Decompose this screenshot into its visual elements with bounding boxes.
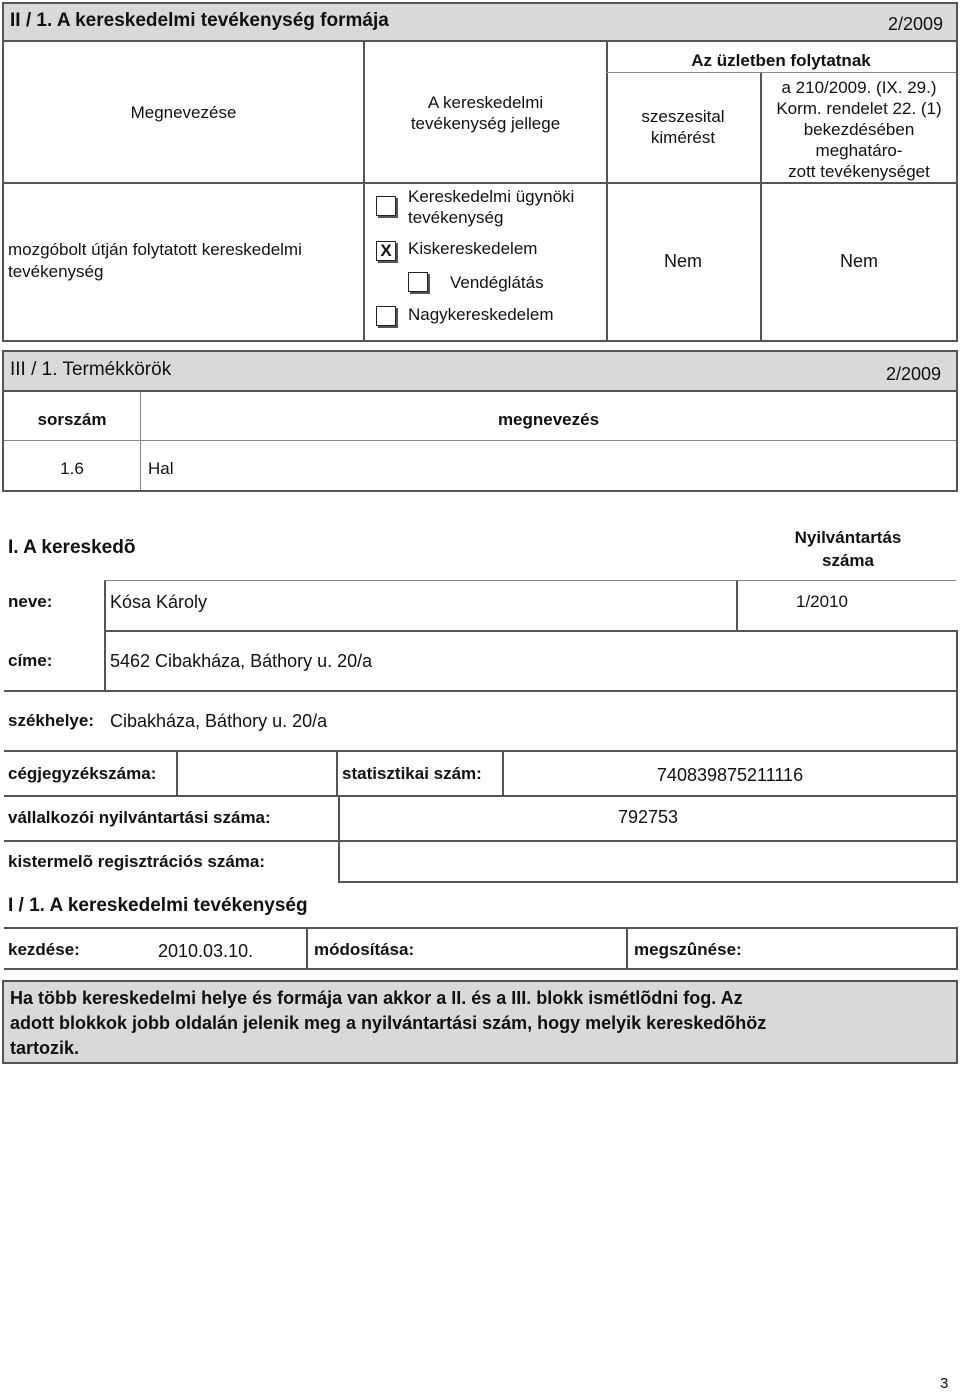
field-divider bbox=[956, 750, 958, 796]
col-decree-line5: zott tevékenységet bbox=[788, 162, 930, 181]
section-iii-title: III / 1. Termékkörök bbox=[10, 359, 172, 380]
start-value: 2010.03.10. bbox=[158, 941, 254, 961]
option-label-wholesale: Nagykereskedelem bbox=[408, 305, 554, 324]
reg-header-line1: Nyilvántartás bbox=[794, 528, 902, 547]
stat-label: statisztikai szám: bbox=[342, 764, 482, 783]
table-border bbox=[2, 340, 958, 342]
option-checkbox-hospitality[interactable] bbox=[408, 272, 428, 292]
table-border bbox=[2, 42, 4, 342]
table-border bbox=[956, 42, 958, 342]
col-nature-header-line1: A kereskedelmi bbox=[427, 93, 544, 112]
field-divider bbox=[336, 750, 338, 796]
field-divider bbox=[338, 840, 340, 883]
row-divider bbox=[4, 440, 956, 441]
field-border bbox=[4, 750, 956, 752]
option-checkbox-retail[interactable]: X bbox=[376, 241, 396, 261]
end-label: megszûnése: bbox=[634, 940, 742, 959]
field-divider bbox=[956, 927, 958, 970]
col-decree-line1: a 210/2009. (IX. 29.) bbox=[781, 78, 937, 97]
option-label-agent-line2: tevékenység bbox=[408, 208, 504, 227]
seat-label: székhelye: bbox=[8, 711, 94, 730]
entrepreneur-value: 792753 bbox=[617, 807, 679, 827]
note-line2: adott blokkok jobb oldalán jelenik meg a nyilvántartási szám, hogy melyik kereskedõhöz bbox=[10, 1013, 767, 1033]
field-border bbox=[4, 690, 956, 692]
option-label-retail: Kiskereskedelem bbox=[408, 239, 538, 258]
address-label: címe: bbox=[8, 651, 53, 670]
note-line3: tartozik. bbox=[10, 1038, 80, 1058]
entrepreneur-label: vállalkozói nyilvántartási száma: bbox=[8, 808, 271, 827]
col-product-name-header: megnevezés bbox=[497, 410, 600, 429]
row-divider bbox=[606, 72, 956, 73]
column-divider bbox=[606, 42, 608, 342]
option-label-hospitality: Vendéglátás bbox=[450, 273, 544, 292]
row-divider bbox=[4, 182, 956, 184]
page-number: 3 bbox=[940, 1375, 949, 1392]
modify-label: módosítása: bbox=[314, 940, 415, 959]
col-number-header: sorszám bbox=[37, 410, 107, 429]
alcohol-value: Nem bbox=[663, 251, 702, 271]
name-value: Kósa Károly bbox=[110, 592, 208, 612]
field-border bbox=[104, 580, 956, 581]
field-border bbox=[4, 795, 956, 797]
field-divider bbox=[626, 927, 628, 970]
address-value: 5462 Cibakháza, Báthory u. 20/a bbox=[110, 651, 373, 671]
table-border bbox=[2, 490, 958, 492]
field-divider bbox=[956, 630, 958, 692]
col-store-header: Az üzletben folytatnak bbox=[691, 51, 871, 70]
row-name-line2: tevékenység bbox=[8, 262, 104, 281]
name-label: neve: bbox=[8, 592, 53, 611]
field-divider bbox=[176, 750, 178, 796]
col-nature-header-line2: tevékenység jellege bbox=[410, 114, 561, 133]
field-border bbox=[4, 968, 958, 970]
option-label-agent-line1: Kereskedelmi ügynöki bbox=[408, 187, 575, 206]
col-alcohol-line1: szeszesital bbox=[641, 107, 725, 126]
column-divider bbox=[140, 392, 141, 490]
seat-value: Cibakháza, Báthory u. 20/a bbox=[110, 711, 328, 731]
field-divider bbox=[956, 690, 958, 752]
field-divider bbox=[306, 927, 308, 970]
stat-value: 740839875211116 bbox=[656, 765, 804, 785]
start-label: kezdése: bbox=[8, 940, 80, 959]
field-border bbox=[338, 881, 956, 883]
reg-value: 1/2010 bbox=[796, 592, 848, 611]
col-decree-line3: bekezdésében bbox=[803, 120, 915, 139]
table-border bbox=[956, 392, 958, 492]
reg-header-line2: száma bbox=[822, 551, 874, 570]
product-number: 1.6 bbox=[60, 459, 84, 478]
column-divider bbox=[363, 42, 365, 342]
option-checkbox-agent[interactable] bbox=[376, 196, 396, 216]
field-border bbox=[4, 927, 958, 929]
col-alcohol-line2: kimérést bbox=[650, 128, 716, 147]
option-checkbox-wholesale[interactable] bbox=[376, 306, 396, 326]
field-divider bbox=[736, 580, 738, 630]
section-iii-year: 2/2009 bbox=[886, 364, 942, 384]
col-decree-line4: meghatáro- bbox=[815, 141, 903, 160]
section-ii-year: 2/2009 bbox=[888, 14, 944, 34]
company-reg-label: cégjegyzékszáma: bbox=[8, 764, 157, 783]
farmer-label: kistermelõ regisztrációs száma: bbox=[8, 852, 266, 871]
product-name: Hal bbox=[148, 459, 174, 478]
decree-value: Nem bbox=[839, 251, 878, 271]
field-border bbox=[4, 840, 956, 842]
section-ii-title: II / 1. A kereskedelmi tevékenység formája bbox=[10, 10, 389, 31]
field-divider bbox=[956, 795, 958, 883]
note-line1: Ha több kereskedelmi helye és formája van akkor a II. és a III. blokk ismétlõdni fog. Az bbox=[10, 988, 743, 1008]
trader-title: I. A kereskedõ bbox=[8, 537, 136, 558]
field-border bbox=[104, 630, 956, 632]
col-name-header: Megnevezése bbox=[130, 103, 237, 122]
activity-title: I / 1. A kereskedelmi tevékenység bbox=[8, 895, 308, 916]
field-divider bbox=[104, 580, 106, 630]
col-decree-line2: Korm. rendelet 22. (1) bbox=[776, 99, 942, 118]
field-divider bbox=[104, 630, 106, 692]
row-name-line1: mozgóbolt útján folytatott kereskedelmi bbox=[8, 240, 302, 259]
